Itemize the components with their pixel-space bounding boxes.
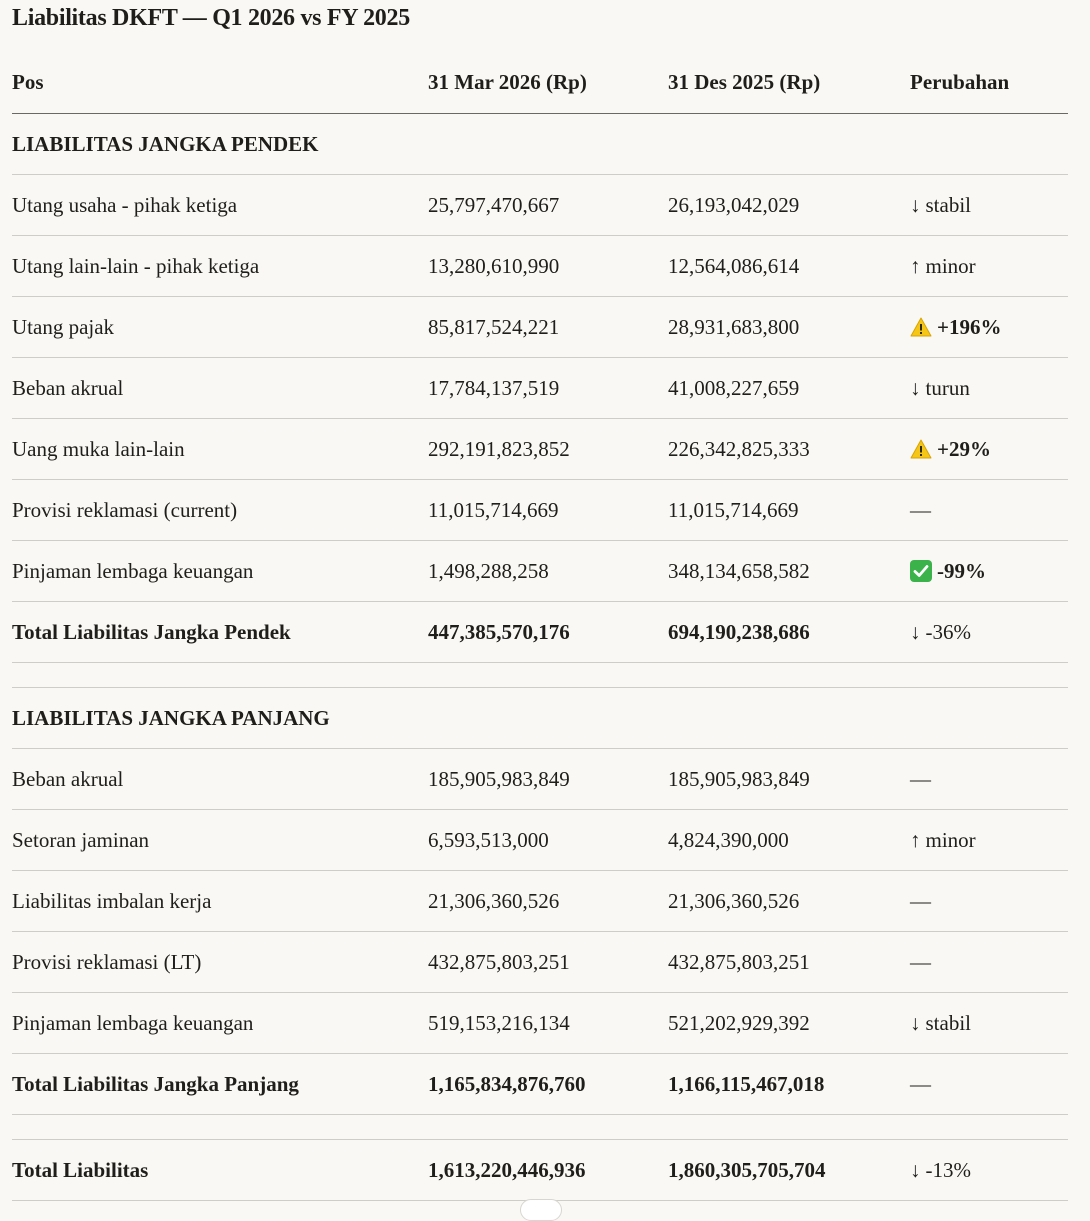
change-text: stabil <box>925 193 971 217</box>
row-label: Pinjaman lembaga keuangan <box>12 1011 254 1035</box>
change-text: — <box>910 950 931 974</box>
total-row-short-term <box>12 602 1068 663</box>
table-row <box>12 236 1068 297</box>
value-des-2025: 26,193,042,029 <box>668 193 800 217</box>
value-mar-2026: 432,875,803,251 <box>428 950 570 974</box>
table-row <box>12 358 1068 419</box>
change-cell <box>910 993 971 1053</box>
value-mar-2026: 11,015,714,669 <box>428 498 559 522</box>
value-mar-2026: 519,153,216,134 <box>428 1011 570 1035</box>
warning-icon <box>910 317 932 337</box>
row-label: Beban akrual <box>12 767 124 791</box>
value-mar-2026: 25,797,470,667 <box>428 193 560 217</box>
change-cell <box>910 419 991 479</box>
change-text: — <box>910 1072 931 1096</box>
row-label: Total Liabilitas <box>12 1158 149 1182</box>
value-des-2025: 12,564,086,614 <box>668 254 800 278</box>
change-cell <box>910 602 971 662</box>
section-label: LIABILITAS JANGKA PENDEK <box>12 132 319 156</box>
column-header-des-2025: 31 Des 2025 (Rp) <box>668 70 821 94</box>
table-row <box>12 749 1068 810</box>
section-heading-long-term <box>12 688 1068 749</box>
change-cell <box>910 1140 971 1200</box>
section-label: LIABILITAS JANGKA PANJANG <box>12 706 330 730</box>
value-des-2025: 432,875,803,251 <box>668 950 810 974</box>
change-text: -36% <box>925 620 971 644</box>
section-divider <box>12 663 1068 688</box>
row-label: Beban akrual <box>12 376 124 400</box>
arrow-up-icon: ↑ <box>910 254 921 278</box>
value-des-2025: 185,905,983,849 <box>668 767 810 791</box>
value-des-2025: 11,015,714,669 <box>668 498 799 522</box>
scroll-to-bottom-button[interactable] <box>520 1199 562 1221</box>
change-text: — <box>910 767 931 791</box>
table-header <box>12 52 1068 114</box>
row-label: Provisi reklamasi (LT) <box>12 950 202 974</box>
value-des-2025: 348,134,658,582 <box>668 559 810 583</box>
warning-icon <box>910 439 932 459</box>
check-icon <box>910 560 932 582</box>
change-cell <box>910 358 970 418</box>
value-des-2025: 28,931,683,800 <box>668 315 800 339</box>
change-text: — <box>910 498 931 522</box>
table-row <box>12 297 1068 358</box>
row-label: Setoran jaminan <box>12 828 150 852</box>
change-text: — <box>910 889 931 913</box>
table-row <box>12 175 1068 236</box>
value-des-2025: 521,202,929,392 <box>668 1011 810 1035</box>
change-cell <box>910 541 986 601</box>
value-mar-2026: 447,385,570,176 <box>428 620 570 644</box>
value-mar-2026: 17,784,137,519 <box>428 376 560 400</box>
table-row <box>12 419 1068 480</box>
table-row <box>12 871 1068 932</box>
value-mar-2026: 1,613,220,446,936 <box>428 1158 586 1182</box>
column-header-mar-2026: 31 Mar 2026 (Rp) <box>428 70 587 94</box>
change-cell <box>910 297 1001 357</box>
total-row-long-term <box>12 1054 1068 1115</box>
table-row <box>12 480 1068 541</box>
change-text: minor <box>925 828 976 852</box>
value-mar-2026: 1,165,834,876,760 <box>428 1072 586 1096</box>
value-mar-2026: 21,306,360,526 <box>428 889 560 913</box>
value-des-2025: 1,166,115,467,018 <box>668 1072 825 1096</box>
value-des-2025: 226,342,825,333 <box>668 437 810 461</box>
value-mar-2026: 13,280,610,990 <box>428 254 560 278</box>
table-row <box>12 541 1068 602</box>
value-mar-2026: 85,817,524,221 <box>428 315 560 339</box>
table-row <box>12 810 1068 871</box>
section-heading-short-term <box>12 114 1068 175</box>
change-text: minor <box>925 254 976 278</box>
value-des-2025: 41,008,227,659 <box>668 376 800 400</box>
table-row <box>12 932 1068 993</box>
row-label: Utang lain-lain - pihak ketiga <box>12 254 260 278</box>
value-des-2025: 694,190,238,686 <box>668 620 810 644</box>
row-label: Provisi reklamasi (current) <box>12 498 238 522</box>
arrow-down-icon: ↓ <box>910 376 921 400</box>
change-text: turun <box>925 376 970 400</box>
row-label: Utang pajak <box>12 315 115 339</box>
change-cell <box>910 236 976 296</box>
row-label: Uang muka lain-lain <box>12 437 185 461</box>
column-header-pos: Pos <box>12 70 44 94</box>
grand-total-row <box>12 1140 1068 1201</box>
value-mar-2026: 6,593,513,000 <box>428 828 549 852</box>
table-row <box>12 993 1068 1054</box>
row-label: Utang usaha - pihak ketiga <box>12 193 238 217</box>
change-text: stabil <box>925 1011 971 1035</box>
column-header-change: Perubahan <box>910 70 1010 94</box>
change-text: +196% <box>937 315 1002 339</box>
value-des-2025: 1,860,305,705,704 <box>668 1158 826 1182</box>
row-label: Total Liabilitas Jangka Panjang <box>12 1072 299 1096</box>
section-divider <box>12 1115 1068 1140</box>
arrow-down-icon: ↓ <box>910 1011 921 1035</box>
change-cell <box>910 175 971 235</box>
arrow-down-icon: ↓ <box>910 193 921 217</box>
change-text: -99% <box>937 559 986 583</box>
arrow-down-icon: ↓ <box>910 1158 921 1182</box>
arrow-up-icon: ↑ <box>910 828 921 852</box>
value-des-2025: 21,306,360,526 <box>668 889 800 913</box>
value-des-2025: 4,824,390,000 <box>668 828 789 852</box>
change-text: -13% <box>925 1158 971 1182</box>
value-mar-2026: 1,498,288,258 <box>428 559 549 583</box>
change-text: +29% <box>937 437 991 461</box>
change-cell <box>910 810 976 870</box>
value-mar-2026: 185,905,983,849 <box>428 767 570 791</box>
row-label: Pinjaman lembaga keuangan <box>12 559 254 583</box>
value-mar-2026: 292,191,823,852 <box>428 437 570 461</box>
page-title: Liabilitas DKFT — Q1 2026 vs FY 2025 <box>12 5 410 31</box>
liabilities-table <box>12 52 1068 1201</box>
row-label: Liabilitas imbalan kerja <box>12 889 212 913</box>
row-label: Total Liabilitas Jangka Pendek <box>12 620 291 644</box>
arrow-down-icon: ↓ <box>910 620 921 644</box>
